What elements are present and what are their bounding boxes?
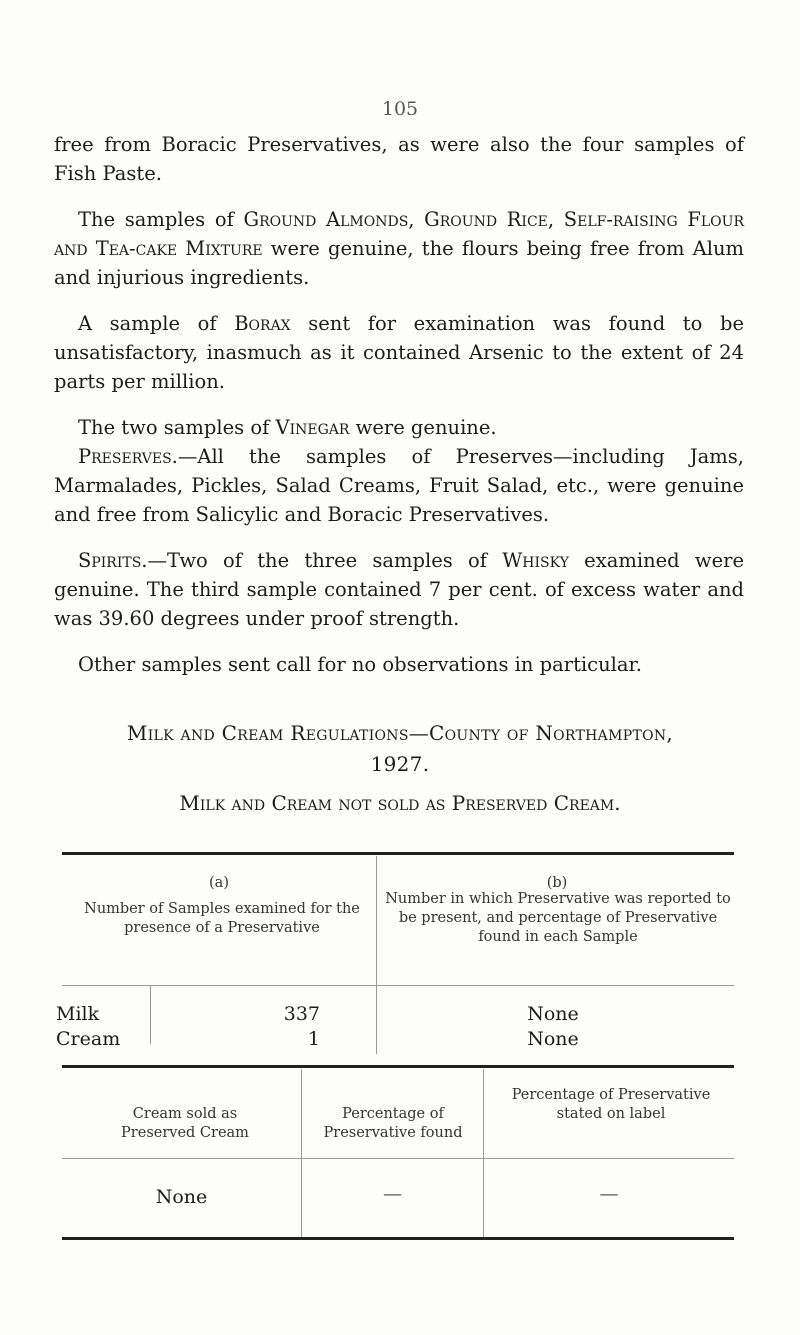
section-subheading: Milk and Cream not sold as Preserved Cream.: [179, 791, 621, 815]
table1-row-result: None: [527, 1028, 579, 1050]
table2-cell: —: [383, 1183, 402, 1205]
paragraph-spirits: Spirits.—Two of the three samples of Whisky examined were genuine. The third sample contained 7 per cent. of excess water and was 39.60 degrees under proof strength.: [54, 549, 744, 630]
paragraph-ground-almonds: The samples of Ground Almonds, Ground Rice, Self-raising Flour and Tea-cake Mixture were genuine, the flours being free from Alum and injurious ingredients.: [54, 208, 744, 289]
body-text: [54, 130, 744, 679]
paragraph-other-samples: Other samples sent call for no observations in particular.: [78, 653, 642, 676]
table2-cell: None: [155, 1186, 208, 1208]
paragraph-borax: A sample of Borax sent for examination was found to be unsatisfactory, inasmuch as it contained Arsenic to the extent of 24 parts per million.: [54, 312, 744, 393]
table1-col-b-header: Number in which Preservative was reported to be present, and percentage of Preservative found in each Sample: [385, 891, 731, 945]
table1-row-label: Milk: [56, 1003, 100, 1025]
table1-col-a-header: Number of Samples examined for the presence of a Preservative: [84, 901, 360, 936]
table2-header: Percentage of Preservative stated on label: [511, 1087, 711, 1122]
table1-row-count: 1: [307, 1028, 320, 1050]
table2-bottom-rule: [62, 1237, 734, 1240]
table1-row-count: 337: [283, 1003, 320, 1025]
table2-header: Cream sold as Preserved Cream: [121, 1106, 249, 1141]
items-small-caps: Ground Almonds, Ground Rice, Self-raising Flour and Tea-cake Mixture: [54, 208, 744, 260]
table1-row-label: Cream: [56, 1028, 121, 1050]
table2-header: Percentage of Preservative found: [323, 1106, 463, 1141]
page-number: 105: [381, 98, 419, 120]
paragraph-preserves: Preserves.—All the samples of Preserves—including Jams, Marmalades, Pickles, Salad Creams, Fruit Salad, etc., were genuine and free from Salicylic and Boracic Preservatives.: [54, 445, 744, 526]
table1-row-result: None: [527, 1003, 579, 1025]
table2-top-rule: [62, 1065, 734, 1068]
table1-col-b-letter: (b): [546, 875, 568, 891]
table2-cell: —: [599, 1183, 619, 1205]
paragraph-fish-paste: free from Boracic Preservatives, as were also the four samples of Fish Paste.: [54, 133, 744, 185]
section-heading: Milk and Cream Regulations—County of Northampton, 1927.: [126, 721, 674, 776]
table1-col-a-letter: (a): [209, 875, 229, 891]
table1-top-rule: [62, 852, 734, 855]
paragraph-vinegar: The two samples of Vinegar were genuine.: [78, 416, 497, 439]
